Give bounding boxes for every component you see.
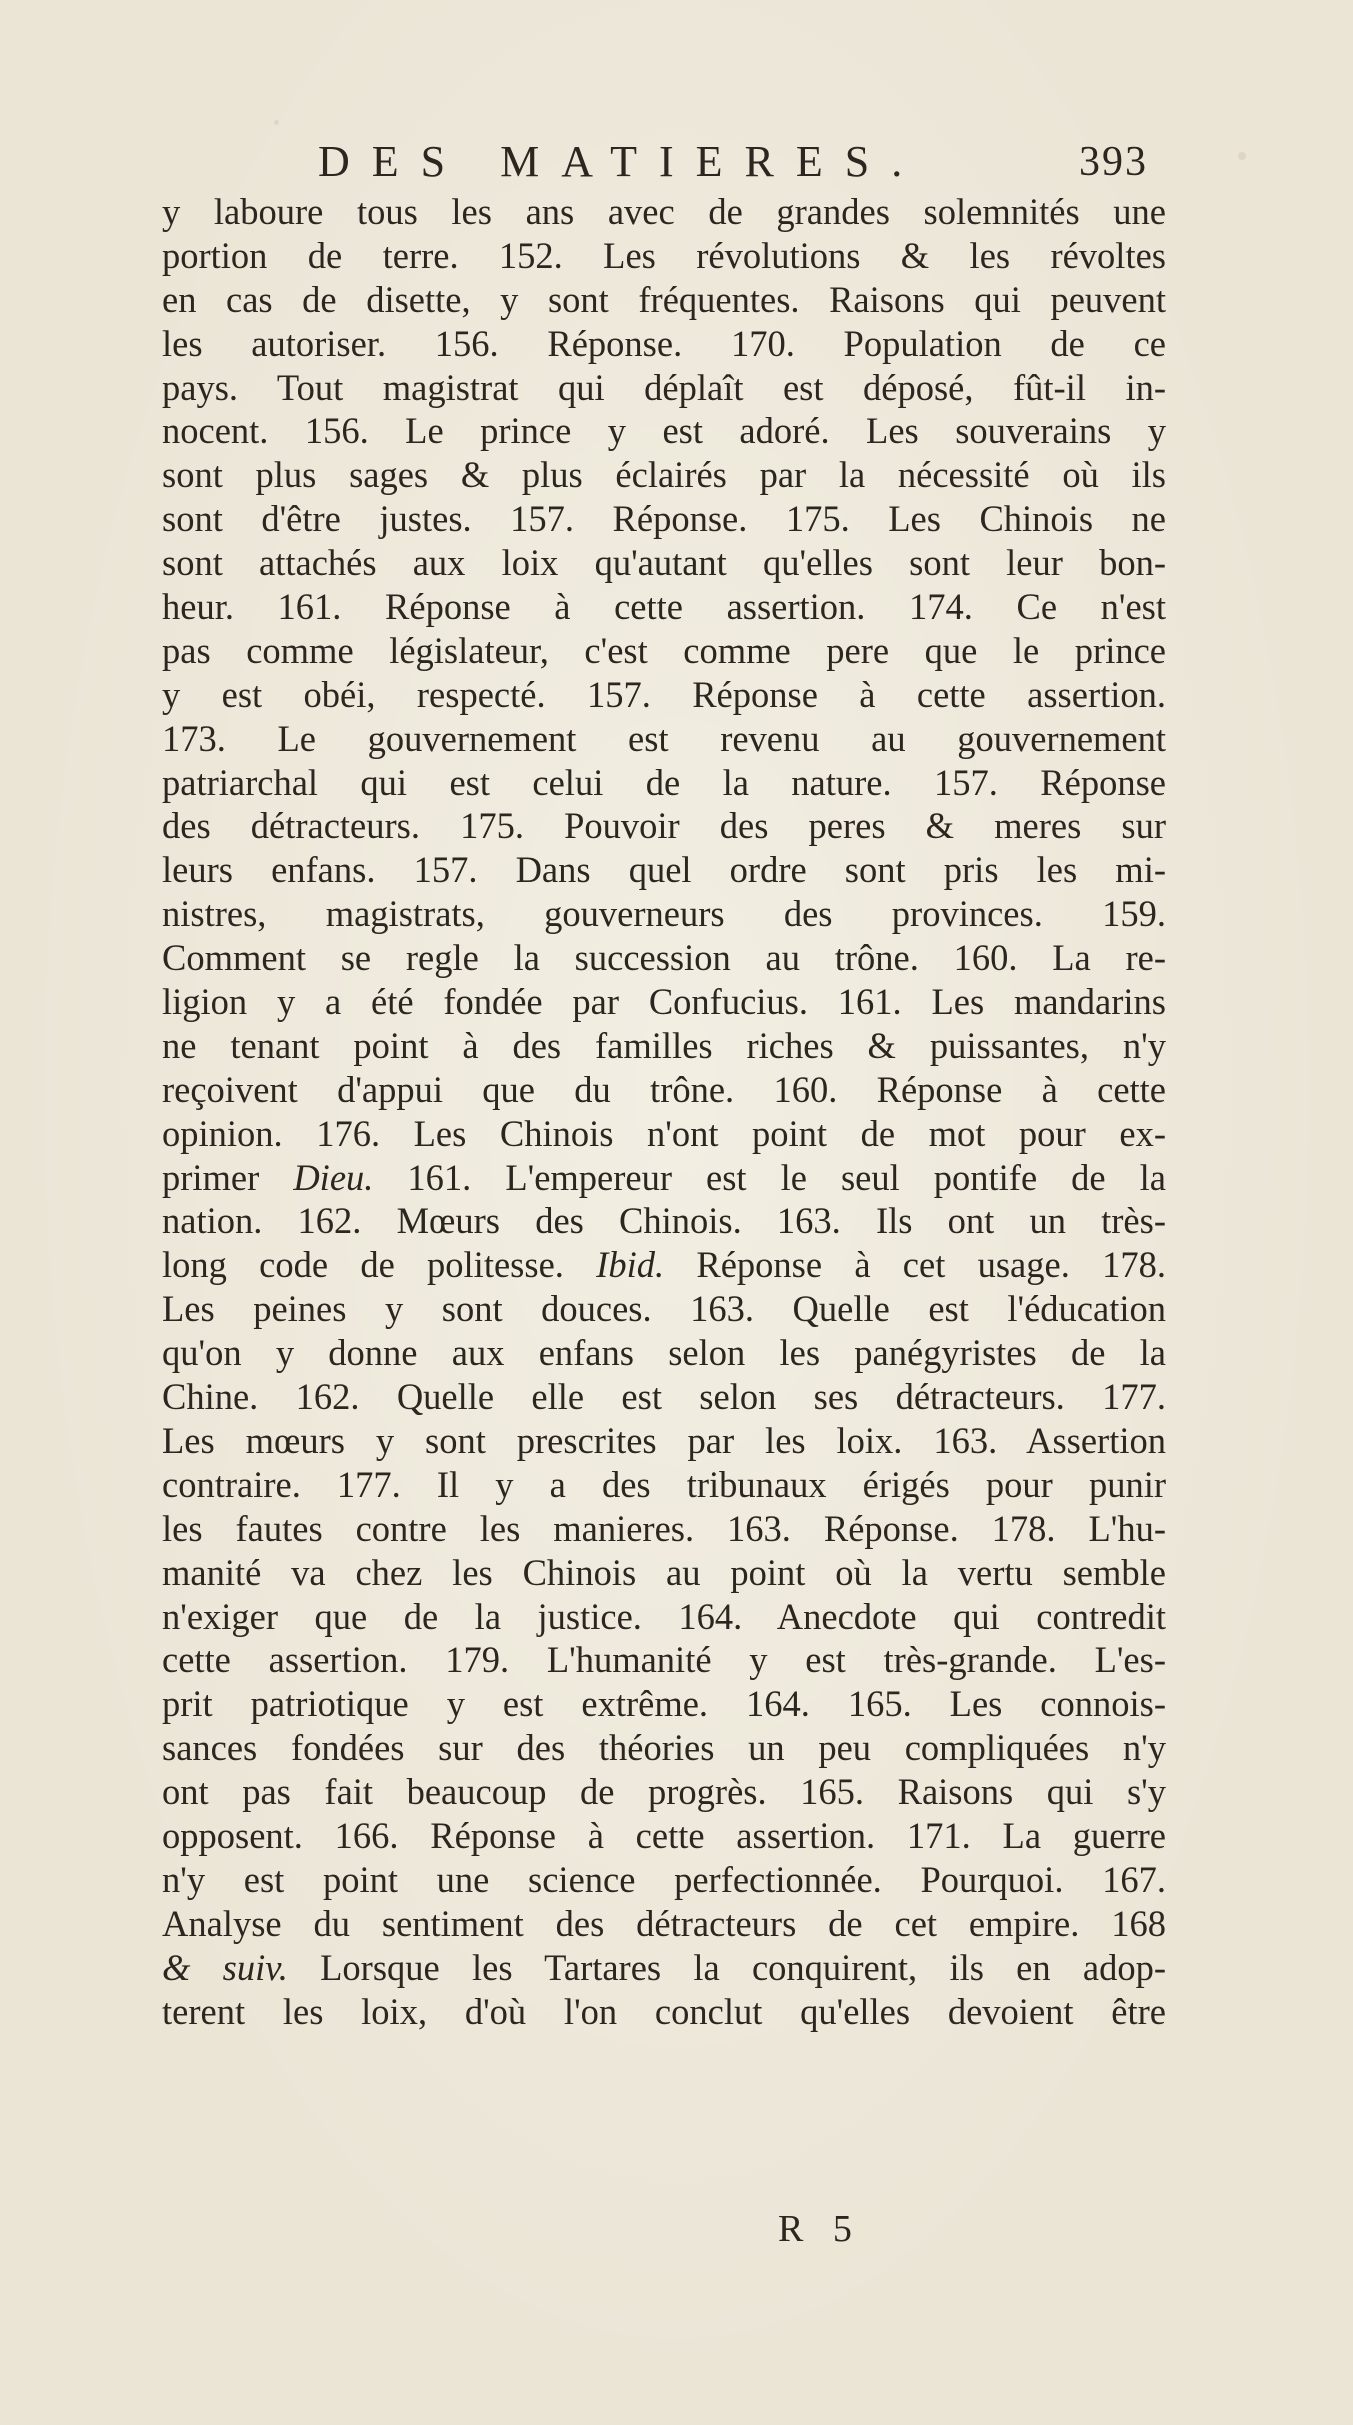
text-line: y est obéi, respecté. 157. Réponse à cette assertion. bbox=[162, 673, 1166, 715]
text-line: contraire. 177. Il y a des tribunaux érigés pour punir bbox=[162, 1463, 1166, 1505]
text-line: Chine. 162. Quelle elle est selon ses détracteurs. 177. bbox=[162, 1376, 1166, 1418]
text-line: Les peines y sont douces. 163. Quelle est l'éducation bbox=[162, 1288, 1166, 1330]
paper-stain bbox=[1238, 152, 1246, 160]
text-run: Lorsque les Tartares la conquirent, ils en adop- bbox=[287, 1946, 1166, 1988]
signature-mark: R 5 bbox=[778, 2208, 862, 2250]
text-line: n'y est point une science perfectionnée. Pourquoi. 167. bbox=[162, 1858, 1166, 1900]
text-line: pays. Tout magistrat qui déplaît est déposé, fût-il in- bbox=[162, 366, 1166, 408]
running-title: DES MATIERES. bbox=[318, 137, 925, 186]
text-line: sont attachés aux loix qu'autant qu'elles sont leur bon- bbox=[162, 542, 1166, 584]
page-header bbox=[300, 132, 1160, 192]
text-run: 161. L'empereur est le seul pontife de la bbox=[373, 1156, 1166, 1198]
text-line-mixed bbox=[162, 1243, 1166, 1287]
text-line: leurs enfans. 157. Dans quel ordre sont pris les mi- bbox=[162, 849, 1166, 891]
text-line: qu'on y donne aux enfans selon les panégyristes de la bbox=[162, 1332, 1166, 1374]
text-line: en cas de disette, y sont fréquentes. Raisons qui peuvent bbox=[162, 278, 1166, 320]
text-line: les autoriser. 156. Réponse. 170. Population de ce bbox=[162, 322, 1166, 364]
text-line: nation. 162. Mœurs des Chinois. 163. Ils ont un très- bbox=[162, 1200, 1166, 1242]
text-line: n'exiger que de la justice. 164. Anecdote qui contredit bbox=[162, 1595, 1166, 1637]
text-line: ont pas fait beaucoup de progrès. 165. Raisons qui s'y bbox=[162, 1771, 1166, 1813]
text-line: ligion y a été fondée par Confucius. 161. Les mandarins bbox=[162, 981, 1166, 1023]
text-line: portion de terre. 152. Les révolutions & les révoltes bbox=[162, 234, 1166, 276]
text-line: Les mœurs y sont prescrites par les loix. 163. Assertion bbox=[162, 1419, 1166, 1461]
text-line: reçoivent d'appui que du trône. 160. Réponse à cette bbox=[162, 1068, 1166, 1110]
text-run: primer bbox=[162, 1156, 294, 1198]
text-line: heur. 161. Réponse à cette assertion. 174. Ce n'est bbox=[162, 586, 1166, 628]
text-line: opposent. 166. Réponse à cette assertion. 171. La guerre bbox=[162, 1814, 1166, 1856]
text-line: nocent. 156. Le prince y est adoré. Les souverains y bbox=[162, 410, 1166, 452]
text-line-mixed bbox=[162, 1156, 1166, 1200]
text-run: Réponse à cet usage. 178. bbox=[664, 1244, 1166, 1286]
text-line: Comment se regle la succession au trône. 160. La re- bbox=[162, 937, 1166, 979]
text-line: pas comme législateur, c'est comme pere que le prince bbox=[162, 629, 1166, 671]
index-text bbox=[162, 190, 1166, 2033]
text-line: nistres, magistrats, gouverneurs des provinces. 159. bbox=[162, 893, 1166, 935]
text-line: opinion. 176. Les Chinois n'ont point de mot pour ex- bbox=[162, 1112, 1166, 1154]
text-line: prit patriotique y est extrême. 164. 165. Les connois- bbox=[162, 1683, 1166, 1725]
text-line: 173. Le gouvernement est revenu au gouvernement bbox=[162, 717, 1166, 759]
text-line: manité va chez les Chinois au point où la vertu semble bbox=[162, 1551, 1166, 1593]
paper-stain bbox=[274, 120, 279, 125]
text-line: des détracteurs. 175. Pouvoir des peres & meres sur bbox=[162, 805, 1166, 847]
text-line: les fautes contre les manieres. 163. Réponse. 178. L'hu- bbox=[162, 1507, 1166, 1549]
text-line-mixed bbox=[162, 1946, 1166, 1990]
text-line: cette assertion. 179. L'humanité y est très-grande. L'es- bbox=[162, 1639, 1166, 1681]
page-number: 393 bbox=[1079, 139, 1148, 185]
italic-word: Dieu. bbox=[293, 1156, 374, 1198]
text-line: ne tenant point à des familles riches & puissantes, n'y bbox=[162, 1024, 1166, 1066]
text-line: y laboure tous les ans avec de grandes solemnités une bbox=[162, 191, 1166, 232]
text-line: sont plus sages & plus éclairés par la nécessité où ils bbox=[162, 454, 1166, 496]
italic-word: & suiv. bbox=[162, 1946, 288, 1988]
text-line: sont d'être justes. 157. Réponse. 175. Les Chinois ne bbox=[162, 498, 1166, 540]
italic-word: Ibid. bbox=[596, 1244, 665, 1286]
text-line: terent les loix, d'où l'on conclut qu'elles devoient être bbox=[162, 1990, 1166, 2032]
text-line: sances fondées sur des théories un peu compliquées n'y bbox=[162, 1727, 1166, 1769]
text-line: patriarchal qui est celui de la nature. 157. Réponse bbox=[162, 761, 1166, 803]
text-run: long code de politesse. bbox=[162, 1244, 597, 1286]
text-line: Analyse du sentiment des détracteurs de cet empire. 168 bbox=[162, 1902, 1166, 1944]
